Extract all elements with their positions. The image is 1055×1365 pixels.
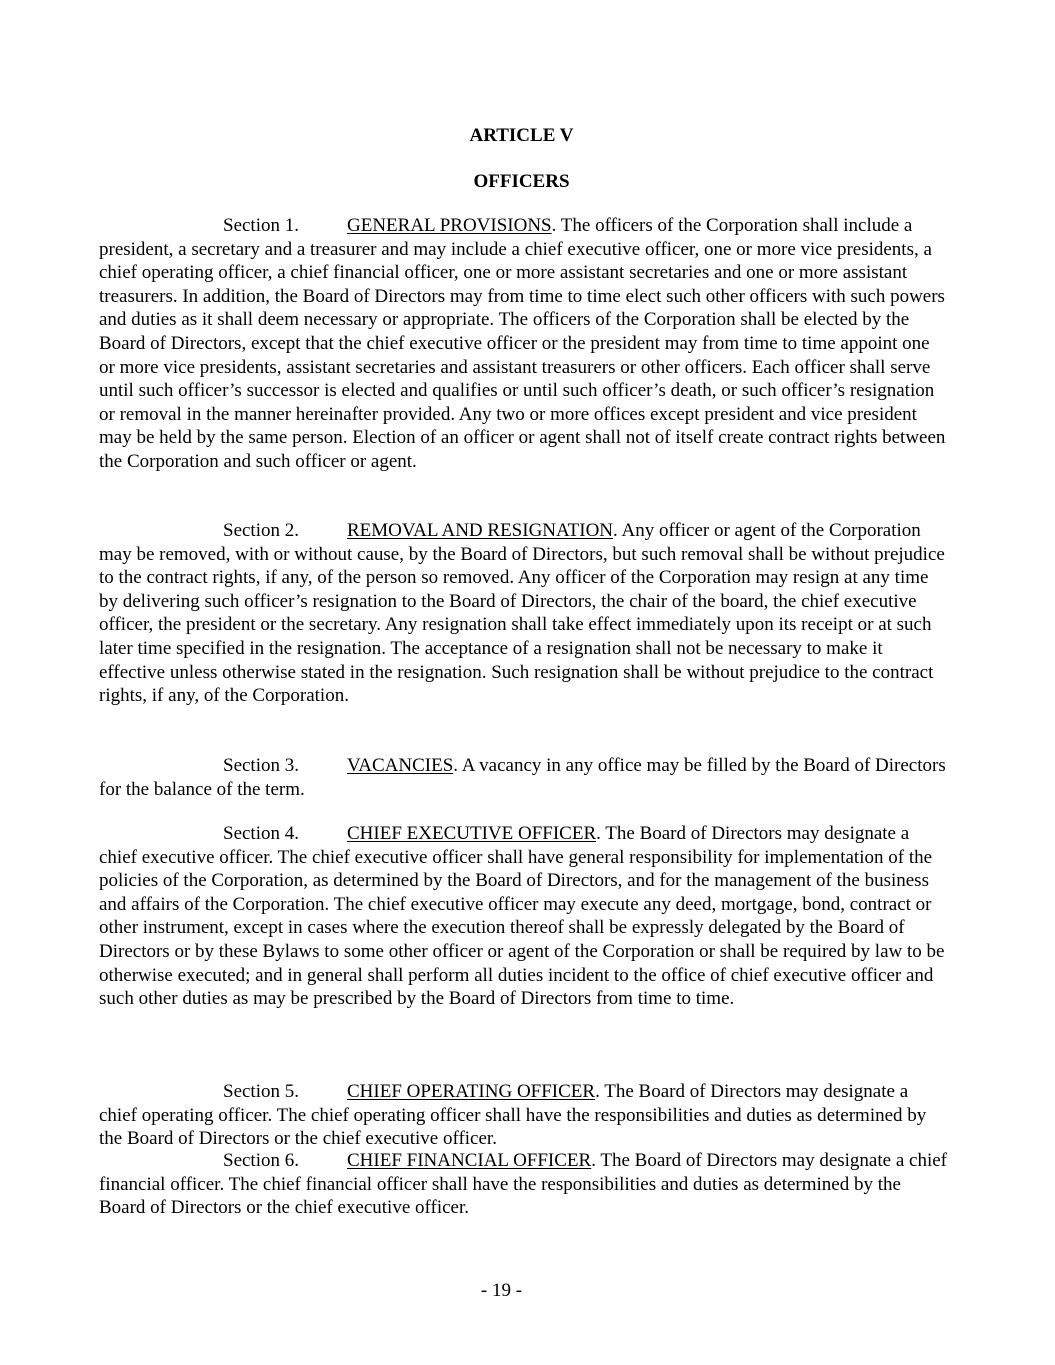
section-body: . The Board of Directors may designate a chief financial officer. The chief financial officer shall have the responsibilities and duties as determined by the Board of Directors or the chief executive officer. (99, 1150, 947, 1219)
section-vacancies (99, 754, 947, 801)
section-chief-operating-officer (99, 1080, 947, 1151)
section-title: CHIEF FINANCIAL OFFICER (347, 1150, 592, 1171)
section-number: Section 5. (223, 1081, 299, 1102)
section-body: . The officers of the Corporation shall include a president, a secretary and a treasurer and may include a chief executive officer, one or more vice presidents, a chief operating officer, a chief financial officer, one or more assistant secretaries and one or more assistant treasurers. In addition, the Board of Directors may from time to time elect such other officers with such powers and duties as it shall deem necessary or appropriate. The officers of the Corporation shall be elected by the Board of Directors, except that the chief executive officer or the president may from time to time appoint one or more vice presidents, assistant secretaries and assistant treasurers or other officers. Each officer shall serve until such officer’s successor is elected and qualifies or until such officer’s death, or such officer’s resignation or removal in the manner hereinafter provided. Any two or more offices except president and vice president may be held by the same person. Election of an officer or agent shall not of itself create contract rights between the Corporation and such officer or agent. (99, 215, 946, 472)
article-title: OFFICERS (473, 171, 570, 192)
section-chief-financial-officer (99, 1149, 947, 1220)
section-number: Section 3. (223, 755, 299, 776)
article-heading: ARTICLE V (469, 125, 574, 146)
section-title: CHIEF OPERATING OFFICER (347, 1081, 596, 1102)
section-body: . The Board of Directors may designate a chief executive officer. The chief executive officer shall have general responsibility for implementation of the policies of the Corporation, as determined by the Board of Directors, and for the management of the business and affairs of the Corporation. The chief executive officer may execute any deed, mortgage, bond, contract or other instrument, except in cases where the execution thereof shall be expressly delegated by the Board of Directors or by these Bylaws to some other officer or agent of the Corporation or shall be required by law to be otherwise executed; and in general shall perform all duties incident to the office of chief executive officer and such other duties as may be prescribed by the Board of Directors from time to time. (99, 823, 945, 1010)
section-body: . Any officer or agent of the Corporation may be removed, with or without cause, by the Board of Directors, but such removal shall be without prejudice to the contract rights, if any, of the person so removed. Any officer of the Corporation may resign at any time by delivering such officer’s resignation to the Board of Directors, the chair of the board, the chief executive officer, the president or the secretary. Any resignation shall take effect immediately upon its receipt or at such later time specified in the resignation. The acceptance of a resignation shall not be necessary to make it effective unless otherwise stated in the resignation. Such resignation shall be without prejudice to the contract rights, if any, of the Corporation. (99, 520, 945, 707)
section-title: CHIEF EXECUTIVE OFFICER (347, 823, 597, 844)
section-removal-and-resignation (99, 519, 947, 708)
section-body: . The Board of Directors may designate a chief operating officer. The chief operating officer shall have the responsibilities and duties as determined by the Board of Directors or the chief executive officer. (99, 1081, 927, 1150)
section-general-provisions (99, 214, 947, 474)
section-number: Section 1. (223, 215, 299, 236)
page-number: - 19 - (480, 1280, 523, 1301)
section-title: VACANCIES (347, 755, 454, 776)
section-number: Section 2. (223, 520, 299, 541)
section-number: Section 6. (223, 1150, 299, 1171)
section-chief-executive-officer (99, 822, 947, 1011)
section-number: Section 4. (223, 823, 299, 844)
section-title: GENERAL PROVISIONS (347, 215, 552, 236)
section-title: REMOVAL AND RESIGNATION (347, 520, 614, 541)
section-body: . A vacancy in any office may be filled by the Board of Directors for the balance of the term. (99, 755, 946, 800)
